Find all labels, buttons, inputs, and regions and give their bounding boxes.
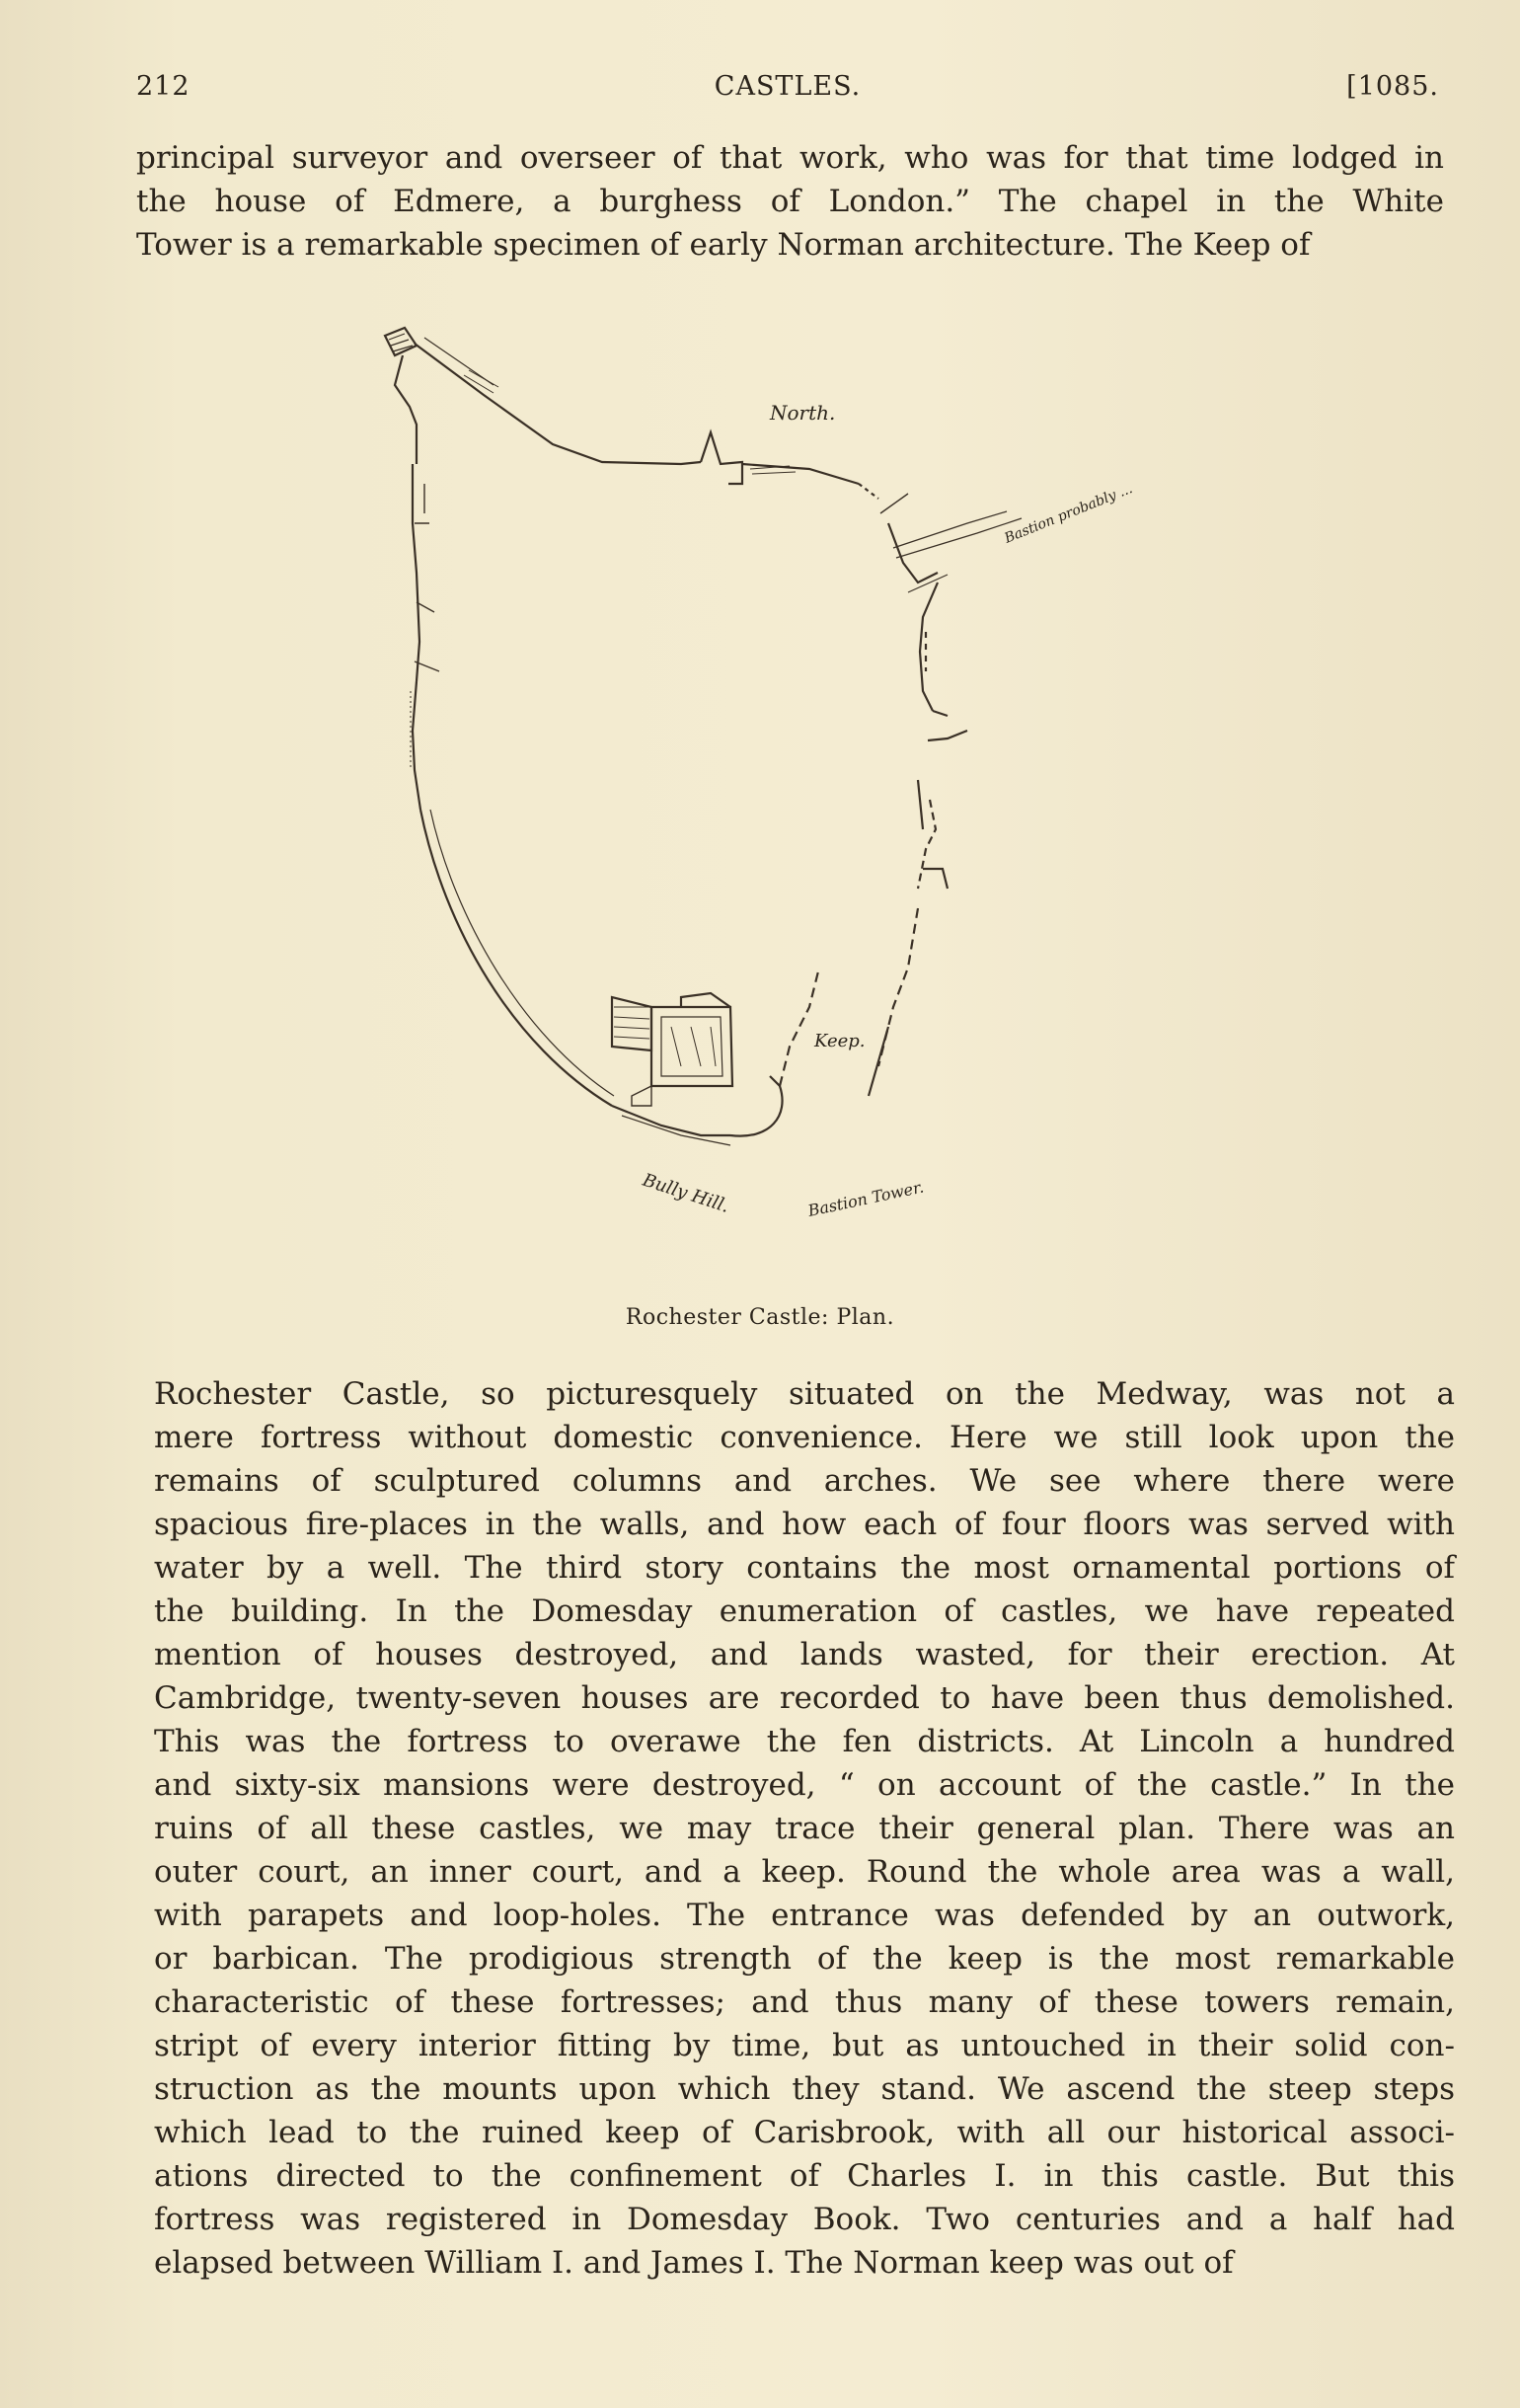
text-line: characteristic of these fortresses; and thus many of these towers remain, — [154, 1984, 1455, 2020]
running-year: [1085. — [1346, 71, 1439, 102]
text-line: outer court, an inner court, and a keep. Round the whole area was a wall, — [154, 1854, 1455, 1890]
text-line: remains of sculptured columns and arches. We see where there were — [154, 1463, 1455, 1499]
label-north: North. — [770, 401, 836, 425]
text-line: This was the fortress to overawe the fen districts. At Lincoln a hundred — [154, 1724, 1455, 1759]
text-line: principal surveyor and overseer of that work, who was for that time lodged in — [136, 140, 1444, 176]
text-line: mention of houses destroyed, and lands wasted, for their erection. At — [154, 1637, 1455, 1672]
text-line: elapsed between William I. and James I. The Norman keep was out of — [154, 2245, 1234, 2281]
text-line: fortress was registered in Domesday Book. Two centuries and a half had — [154, 2202, 1455, 2237]
label-bastion-probably: Bastion probably ... — [1002, 481, 1135, 547]
page-number: 212 — [136, 71, 190, 102]
text-line: water by a well. The third story contains the most ornamental portions of — [154, 1550, 1455, 1586]
text-line: which lead to the ruined keep of Carisbrook, with all our historical associ- — [154, 2115, 1455, 2150]
text-line: and sixty-six mansions were destroyed, “ on account of the castle.” In the — [154, 1767, 1455, 1803]
castle-plan-drawing — [355, 316, 1204, 1293]
paragraph-main — [154, 1372, 1455, 2285]
text-line: Rochester Castle, so picturesquely situated on the Medway, was not a — [154, 1376, 1455, 1412]
label-keep: Keep. — [814, 1031, 866, 1051]
castle-plan-figure — [355, 316, 1204, 1293]
label-bully-hill: Bully Hill. — [640, 1169, 732, 1217]
text-line: struction as the mounts upon which they stand. We ascend the steep steps — [154, 2071, 1455, 2107]
text-line: or barbican. The prodigious strength of the keep is the most remarkable — [154, 1941, 1455, 1977]
text-line: the house of Edmere, a burghess of London.” The chapel in the White — [136, 184, 1444, 219]
text-line: stript of every interior fitting by time, but as untouched in their solid con- — [154, 2028, 1455, 2063]
text-line: mere fortress without domestic convenience. Here we still look upon the — [154, 1420, 1455, 1455]
text-line: Cambridge, twenty-seven houses are recorded to have been thus demolished. — [154, 1680, 1455, 1716]
text-line: spacious fire-places in the walls, and how each of four floors was served with — [154, 1507, 1455, 1542]
text-line: with parapets and loop-holes. The entrance was defended by an outwork, — [154, 1898, 1455, 1933]
keep-outline — [612, 993, 732, 1106]
text-line: Tower is a remarkable specimen of early Norman architecture. The Keep of — [136, 227, 1311, 263]
running-head — [136, 71, 1439, 111]
figure-caption: Rochester Castle: Plan. — [625, 1305, 895, 1330]
text-line: the building. In the Domesday enumeration of castles, we have repeated — [154, 1593, 1455, 1629]
text-line: ations directed to the confinement of Charles I. in this castle. But this — [154, 2158, 1455, 2194]
text-line: ruins of all these castles, we may trace their general plan. There was an — [154, 1811, 1455, 1846]
running-title: CASTLES. — [714, 71, 862, 102]
paragraph-top — [136, 136, 1444, 267]
label-bastion-tower: Bastion Tower. — [805, 1177, 926, 1220]
